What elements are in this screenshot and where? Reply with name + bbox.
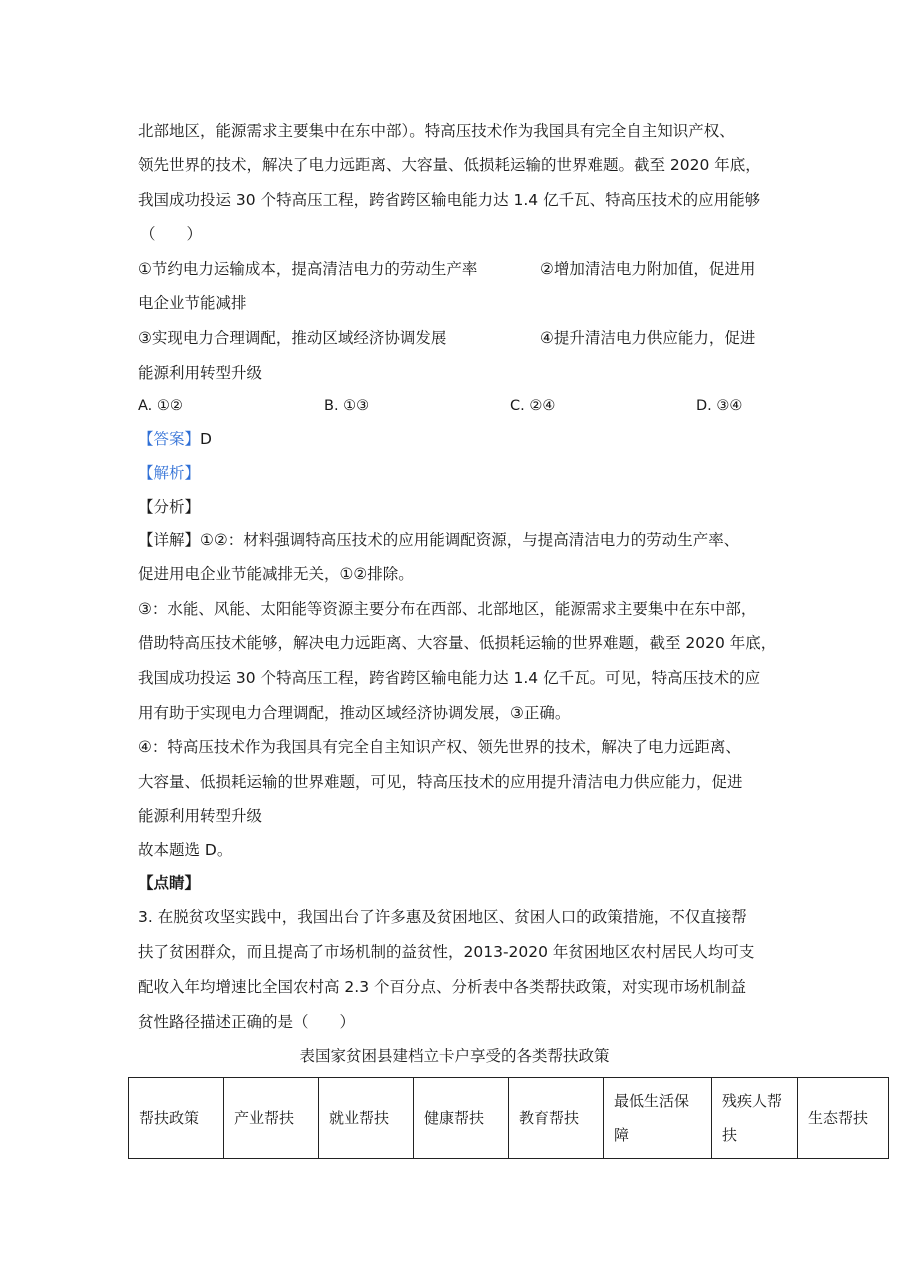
detail-line-8: 大容量、低损耗运输的世界难题，可见，特高压技术的应用提升清洁电力供应能力，促进: [138, 773, 743, 791]
detail-line-9: 能源利用转型升级: [138, 807, 263, 825]
q2-stem-line-3: 我国成功投运 30 个特高压工程，跨省跨区输电能力达 1.4 亿千瓦、特高压技术的应用能够: [138, 191, 761, 209]
q3-stem-line-2: 扶了贫困群众，而且提高了市场机制的益贫性，2013-2020 年贫困地区农村居民人均可支: [138, 943, 755, 961]
conclusion-line: 故本题选 D。: [138, 841, 233, 859]
detail-line-3: ③：水能、风能、太阳能等资源主要分布在西部、北部地区，能源需求主要集中在东中部，: [138, 600, 757, 618]
table-cell: 帮扶政策: [129, 1078, 224, 1159]
answer-label: 【答案】: [138, 430, 201, 448]
statement-2: ②增加清洁电力附加值，促进用: [540, 260, 756, 278]
table-cell: 教育帮扶: [509, 1078, 604, 1159]
detail-label: 【详解】: [138, 531, 201, 549]
fenxi-label: 【分析】: [138, 498, 201, 516]
q2-stem-line-2: 领先世界的技术，解决了电力远距离、大容量、低损耗运输的世界难题。截至 2020 年底，: [138, 156, 761, 174]
q2-blank: （ ）: [140, 225, 203, 243]
detail-line-2: 促进用电企业节能减排无关，①②排除。: [138, 565, 414, 583]
analysis-label: 【解析】: [138, 464, 201, 482]
answer-value: D: [200, 430, 212, 448]
table-title: 表国家贫困县建档立卡户享受的各类帮扶政策: [299, 1047, 610, 1065]
statement-4: ④提升清洁电力供应能力，促进: [540, 329, 756, 347]
detail-line-5: 我国成功投运 30 个特高压工程，跨省跨区输电能力达 1.4 亿千瓦。可见，特高压技术的应: [138, 669, 761, 687]
statement-1: ①节约电力运输成本，提高清洁电力的劳动生产率: [138, 260, 478, 278]
table-cell: 产业帮扶: [224, 1078, 319, 1159]
q2-stem-line-1: 北部地区，能源需求主要集中在东中部）。特高压技术作为我国具有完全自主知识产权、: [138, 122, 735, 140]
option-b: B. ①③: [324, 398, 370, 414]
option-c: C. ②④: [510, 398, 556, 414]
option-d: D. ③④: [696, 398, 743, 414]
detail-line-6: 用有助于实现电力合理调配，推动区域经济协调发展，③正确。: [138, 704, 571, 722]
dianjing-label: 【点睛】: [138, 874, 201, 892]
detail-text: ①②：材料强调特高压技术的应用能调配资源，与提高清洁电力的劳动生产率、: [200, 531, 740, 549]
statement-2-cont: 电企业节能减排: [138, 294, 247, 312]
table-cell: 残疾人帮扶: [712, 1078, 798, 1159]
q3-stem-line-4: 贫性路径描述正确的是（ ）: [138, 1013, 356, 1031]
q3-stem-line-1: 3. 在脱贫攻坚实践中，我国出台了许多惠及贫困地区、贫困人口的政策措施，不仅直接帮: [138, 908, 747, 926]
table-cell: 最低生活保障: [604, 1078, 712, 1159]
detail-line-7: ④：特高压技术作为我国具有完全自主知识产权、领先世界的技术，解决了电力远距离、: [138, 738, 741, 756]
statement-3: ③实现电力合理调配，推动区域经济协调发展: [138, 329, 447, 347]
detail-line-1: [138, 530, 739, 550]
option-a: A. ①②: [138, 398, 183, 414]
table-cell: 就业帮扶: [319, 1078, 414, 1159]
table-cell: 生态帮扶: [798, 1078, 889, 1159]
policy-table: [128, 1077, 889, 1159]
q3-stem-line-3: 配收入年均增速比全国农村高 2.3 个百分点、分析表中各类帮扶政策，对实现市场机制益: [138, 978, 747, 996]
table-cell: 健康帮扶: [414, 1078, 509, 1159]
detail-line-4: 借助特高压技术能够，解决电力远距离、大容量、低损耗运输的世界难题，截至 2020 年底，: [138, 634, 777, 652]
answer-line: [138, 429, 212, 449]
statement-4-cont: 能源利用转型升级: [138, 364, 263, 382]
table-row: [129, 1078, 889, 1159]
